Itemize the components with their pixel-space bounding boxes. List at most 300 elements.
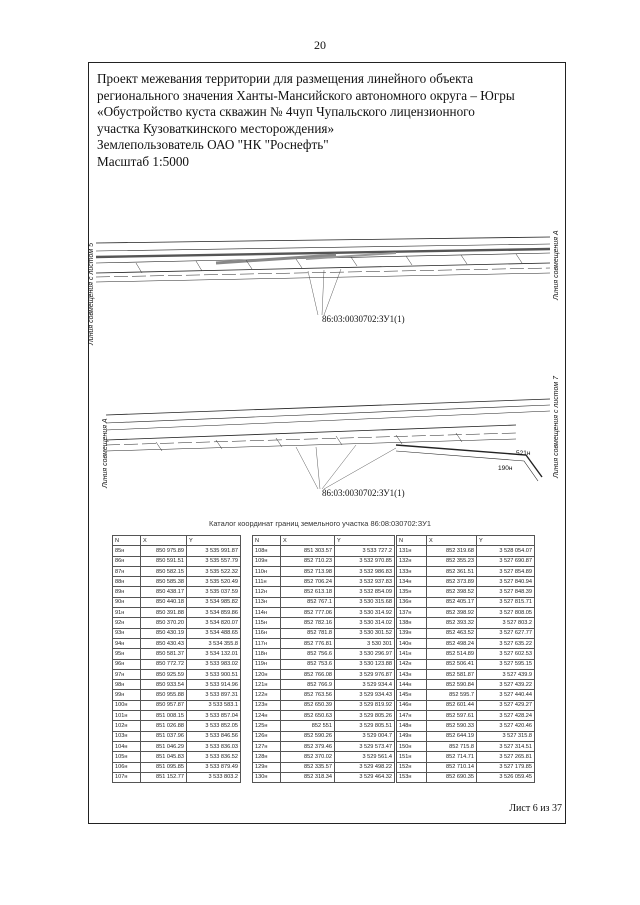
- cell-n: 118н: [253, 649, 281, 659]
- label-bottom-left: Линия совмещения А: [102, 418, 109, 488]
- cell-n: 110н: [253, 566, 281, 576]
- cell-x: 851 046.29: [141, 741, 187, 751]
- cell-n: 132н: [397, 556, 427, 566]
- cell-y: 3 527 429.27: [477, 700, 535, 710]
- table-row: [397, 762, 535, 772]
- table-row: [397, 680, 535, 690]
- cell-n: 143н: [397, 669, 427, 679]
- cell-y: 3 532 854.09: [335, 587, 395, 597]
- cell-x: 852 551: [281, 721, 335, 731]
- cell-x: 851 008.15: [141, 711, 187, 721]
- cell-x: 852 405.17: [427, 597, 477, 607]
- cell-x: 852 398.92: [427, 608, 477, 618]
- cell-x: 851 095.85: [141, 762, 187, 772]
- col-header-x: X: [141, 536, 187, 546]
- header-block: [97, 71, 567, 171]
- header-line-1: Проект межевания территории для размещения линейного объекта: [97, 71, 474, 86]
- cell-n: 152н: [397, 762, 427, 772]
- cell-n: 99н: [113, 690, 141, 700]
- cell-x: 850 430.19: [141, 628, 187, 638]
- cell-x: 850 957.87: [141, 700, 187, 710]
- cell-x: 852 776.81: [281, 638, 335, 648]
- cell-n: 119н: [253, 659, 281, 669]
- table-row: [113, 762, 241, 772]
- cell-y: 3 532 937.83: [335, 577, 395, 587]
- cell-n: 122н: [253, 690, 281, 700]
- cell-y: 3 528 054.07: [477, 546, 535, 556]
- cell-y: 3 530 123.88: [335, 659, 395, 669]
- cell-y: 3 534 820.07: [187, 618, 241, 628]
- cell-n: 93н: [113, 628, 141, 638]
- cell-y: 3 535 037.59: [187, 587, 241, 597]
- cell-y: 3 529 464.32: [335, 772, 395, 782]
- cell-n: 104н: [113, 741, 141, 751]
- cell-n: 101н: [113, 711, 141, 721]
- table-row: [113, 700, 241, 710]
- point-label-521: 521н: [516, 450, 531, 457]
- col-header-n: N: [253, 536, 281, 546]
- table-row: [253, 587, 395, 597]
- cell-x: 852 601.44: [427, 700, 477, 710]
- cell-y: 3 533 836.03: [187, 741, 241, 751]
- cell-n: 138н: [397, 618, 427, 628]
- table-row: [397, 772, 535, 782]
- table-row: [113, 638, 241, 648]
- cell-y: 3 527 439.22: [477, 680, 535, 690]
- cell-x: 850 955.88: [141, 690, 187, 700]
- cell-x: 852 715.8: [427, 741, 477, 751]
- table-row: [113, 597, 241, 607]
- header-line-4: участка Кузоваткинского месторождения»: [97, 120, 335, 136]
- cell-x: 852 706.24: [281, 577, 335, 587]
- cell-n: 121н: [253, 680, 281, 690]
- col-header-y: Y: [477, 536, 535, 546]
- table-row: [397, 577, 535, 587]
- table-row: [253, 711, 395, 721]
- cell-y: 3 527 815.71: [477, 597, 535, 607]
- cell-n: 91н: [113, 608, 141, 618]
- table-row: [253, 721, 395, 731]
- table-row: [113, 752, 241, 762]
- cell-n: 127н: [253, 741, 281, 751]
- cell-x: 852 318.34: [281, 772, 335, 782]
- cell-y: 3 529 498.22: [335, 762, 395, 772]
- cell-x: 852 644.19: [427, 731, 477, 741]
- cell-n: 105н: [113, 752, 141, 762]
- cell-x: 850 925.59: [141, 669, 187, 679]
- cell-x: 851 037.96: [141, 731, 187, 741]
- cell-y: 3 529 934.43: [335, 690, 395, 700]
- map-fragment-upper: [96, 215, 550, 325]
- cell-n: 120н: [253, 669, 281, 679]
- cell-x: 852 766.9: [281, 680, 335, 690]
- corridor-line: [96, 237, 550, 243]
- cell-y: 3 535 520.49: [187, 577, 241, 587]
- table-row: [113, 566, 241, 576]
- cell-y: 3 527 420.46: [477, 721, 535, 731]
- table-row: [253, 669, 395, 679]
- cell-x: 851 026.88: [141, 721, 187, 731]
- cell-x: 852 753.6: [281, 659, 335, 669]
- table-row: [253, 649, 395, 659]
- cell-n: 113н: [253, 597, 281, 607]
- cell-y: 3 527 314.51: [477, 741, 535, 751]
- cell-x: 852 373.89: [427, 577, 477, 587]
- cell-x: 852 613.18: [281, 587, 335, 597]
- col-header-y: Y: [335, 536, 395, 546]
- cell-x: 852 756.6: [281, 649, 335, 659]
- cell-n: 131н: [397, 546, 427, 556]
- table-row: [113, 741, 241, 751]
- cell-n: 151н: [397, 752, 427, 762]
- cell-n: 87н: [113, 566, 141, 576]
- cell-n: 106н: [113, 762, 141, 772]
- cell-x: 852 781.8: [281, 628, 335, 638]
- table-row: [397, 700, 535, 710]
- cell-x: 852 379.46: [281, 741, 335, 751]
- cell-y: 3 535 991.87: [187, 546, 241, 556]
- cell-x: 852 498.24: [427, 638, 477, 648]
- cell-x: 852 714.71: [427, 752, 477, 762]
- table-row: [253, 638, 395, 648]
- table-row: [253, 762, 395, 772]
- cell-x: 852 766.08: [281, 669, 335, 679]
- cell-n: 94н: [113, 638, 141, 648]
- cell-n: 117н: [253, 638, 281, 648]
- cell-x: 852 590.84: [427, 680, 477, 690]
- coordinate-table-1: [112, 535, 241, 783]
- table-row: [113, 659, 241, 669]
- cell-y: 3 535 522.32: [187, 566, 241, 576]
- table-row: [113, 711, 241, 721]
- cell-y: 3 534 488.65: [187, 628, 241, 638]
- cell-y: 3 534 355.8: [187, 638, 241, 648]
- cell-y: 3 527 627.77: [477, 628, 535, 638]
- cell-n: 95н: [113, 649, 141, 659]
- sheet-counter: Лист 6 из 37: [509, 803, 562, 814]
- table-row: [397, 597, 535, 607]
- table-row: [397, 556, 535, 566]
- cell-n: 135н: [397, 587, 427, 597]
- table-row: [397, 752, 535, 762]
- cell-x: 852 710.23: [281, 556, 335, 566]
- cell-x: 850 582.15: [141, 566, 187, 576]
- table-row: [397, 649, 535, 659]
- table-row: [113, 546, 241, 556]
- cell-x: 852 713.98: [281, 566, 335, 576]
- col-header-x: X: [427, 536, 477, 546]
- cell-y: 3 535 557.79: [187, 556, 241, 566]
- cell-y: 3 533 879.49: [187, 762, 241, 772]
- cell-n: 108н: [253, 546, 281, 556]
- cell-y: 3 526 059.45: [477, 772, 535, 782]
- cell-y: 3 527 840.94: [477, 577, 535, 587]
- col-header-n: N: [113, 536, 141, 546]
- cell-x: 850 391.88: [141, 608, 187, 618]
- cell-y: 3 533 583.1: [187, 700, 241, 710]
- table-row: [113, 690, 241, 700]
- header-line-5: Землепользователь ОАО "НК "Роснефть": [97, 137, 329, 153]
- cell-y: 3 534 132.01: [187, 649, 241, 659]
- cell-n: 139н: [397, 628, 427, 638]
- table-row: [253, 566, 395, 576]
- cell-y: 3 533 897.31: [187, 690, 241, 700]
- table-row: [113, 772, 241, 782]
- table-row: [113, 556, 241, 566]
- cell-y: 3 533 983.02: [187, 659, 241, 669]
- page-number: 20: [314, 38, 326, 52]
- cell-x: 852 581.87: [427, 669, 477, 679]
- cell-n: 92н: [113, 618, 141, 628]
- table-row: [113, 577, 241, 587]
- cell-x: 852 335.57: [281, 762, 335, 772]
- cell-n: 115н: [253, 618, 281, 628]
- cell-x: 850 370.20: [141, 618, 187, 628]
- table-row: [113, 608, 241, 618]
- cell-y: 3 527 315.8: [477, 731, 535, 741]
- col-header-x: X: [281, 536, 335, 546]
- cell-y: 3 527 808.05: [477, 608, 535, 618]
- cell-n: 114н: [253, 608, 281, 618]
- cell-n: 88н: [113, 577, 141, 587]
- table-row: [397, 659, 535, 669]
- cell-y: 3 529 934.4: [335, 680, 395, 690]
- table-row: [253, 618, 395, 628]
- table-row: [397, 638, 535, 648]
- table-row: [113, 680, 241, 690]
- table-row: [253, 772, 395, 782]
- cell-y: 3 529 573.47: [335, 741, 395, 751]
- header-line-3: «Обустройство куста скважин № 4чуп Чупальского лицензионного: [97, 104, 475, 120]
- cell-y: 3 527 595.15: [477, 659, 535, 669]
- map-fragment-lower: [96, 385, 550, 500]
- table-row: [397, 628, 535, 638]
- cell-x: 852 777.06: [281, 608, 335, 618]
- cell-n: 133н: [397, 566, 427, 576]
- table-row: [253, 608, 395, 618]
- table-row: [397, 711, 535, 721]
- table-row: [397, 731, 535, 741]
- cell-y: 3 527 803.2: [477, 618, 535, 628]
- cell-x: 850 772.72: [141, 659, 187, 669]
- cell-n: 102н: [113, 721, 141, 731]
- cell-n: 145н: [397, 690, 427, 700]
- cell-x: 852 650.63: [281, 711, 335, 721]
- cell-y: 3 532 986.83: [335, 566, 395, 576]
- cell-x: 852 463.52: [427, 628, 477, 638]
- cell-n: 112н: [253, 587, 281, 597]
- table-row: [253, 546, 395, 556]
- cell-x: 852 690.35: [427, 772, 477, 782]
- cell-y: 3 529 561.4: [335, 752, 395, 762]
- cell-n: 153н: [397, 772, 427, 782]
- table-row: [253, 700, 395, 710]
- cell-n: 111н: [253, 577, 281, 587]
- coordinate-table-2: [252, 535, 395, 783]
- parcel-label-upper: 86:03:0030702:ЗУ1(1): [322, 314, 405, 324]
- cell-y: 3 532 970.85: [335, 556, 395, 566]
- table-row: [253, 577, 395, 587]
- cell-n: 100н: [113, 700, 141, 710]
- cell-n: 86н: [113, 556, 141, 566]
- table-row: [253, 680, 395, 690]
- table-row: [253, 731, 395, 741]
- cell-y: 3 533 914.96: [187, 680, 241, 690]
- cell-n: 85н: [113, 546, 141, 556]
- cell-y: 3 527 854.89: [477, 566, 535, 576]
- cell-y: 3 529 004.7: [335, 731, 395, 741]
- cell-x: 852 514.89: [427, 649, 477, 659]
- cell-x: 852 319.68: [427, 546, 477, 556]
- cell-y: 3 533 727.2: [335, 546, 395, 556]
- table-row: [253, 659, 395, 669]
- cell-n: 124н: [253, 711, 281, 721]
- cell-x: 852 361.51: [427, 566, 477, 576]
- cell-n: 96н: [113, 659, 141, 669]
- catalog-title: Каталог координат границ земельного участка 86:08:030702:ЗУ1: [209, 519, 431, 528]
- cell-n: 116н: [253, 628, 281, 638]
- cell-n: 109н: [253, 556, 281, 566]
- cell-n: 142н: [397, 659, 427, 669]
- label-bottom-right: Линия совмещения с листом 7: [553, 375, 560, 478]
- cell-y: 3 530 301: [335, 638, 395, 648]
- cell-x: 852 597.61: [427, 711, 477, 721]
- cell-n: 107н: [113, 772, 141, 782]
- table-row: [397, 690, 535, 700]
- cell-n: 123н: [253, 700, 281, 710]
- cell-x: 852 782.16: [281, 618, 335, 628]
- table-row: [397, 608, 535, 618]
- cell-y: 3 527 848.39: [477, 587, 535, 597]
- cell-n: 130н: [253, 772, 281, 782]
- cell-y: 3 534 859.86: [187, 608, 241, 618]
- cell-n: 140н: [397, 638, 427, 648]
- table-row: [113, 721, 241, 731]
- col-header-n: N: [397, 536, 427, 546]
- table-row: [113, 649, 241, 659]
- cell-y: 3 527 428.24: [477, 711, 535, 721]
- cell-n: 147н: [397, 711, 427, 721]
- cell-x: 850 933.54: [141, 680, 187, 690]
- cell-n: 128н: [253, 752, 281, 762]
- cell-x: 852 763.56: [281, 690, 335, 700]
- cell-x: 852 370.02: [281, 752, 335, 762]
- cell-x: 852 595.7: [427, 690, 477, 700]
- point-label-190: 190н: [498, 465, 513, 472]
- cell-y: 3 529 976.87: [335, 669, 395, 679]
- header-line-2: регионального значения Ханты-Мансийского автономного округа – Югры: [97, 87, 515, 103]
- col-header-y: Y: [187, 536, 241, 546]
- cell-y: 3 527 635.22: [477, 638, 535, 648]
- cell-n: 144н: [397, 680, 427, 690]
- cell-x: 852 393.32: [427, 618, 477, 628]
- cell-x: 850 430.43: [141, 638, 187, 648]
- cell-y: 3 529 819.92: [335, 700, 395, 710]
- cell-x: 852 506.41: [427, 659, 477, 669]
- cell-y: 3 534 985.82: [187, 597, 241, 607]
- cell-y: 3 529 805.51: [335, 721, 395, 731]
- cell-x: 851 045.83: [141, 752, 187, 762]
- cell-x: 852 355.23: [427, 556, 477, 566]
- cell-x: 850 440.18: [141, 597, 187, 607]
- cell-y: 3 533 852.05: [187, 721, 241, 731]
- table-row: [253, 741, 395, 751]
- cell-n: 125н: [253, 721, 281, 731]
- table-row: [113, 669, 241, 679]
- cell-y: 3 527 179.85: [477, 762, 535, 772]
- table-row: [113, 731, 241, 741]
- cell-y: 3 527 440.44: [477, 690, 535, 700]
- table-row: [253, 690, 395, 700]
- header-line-6: Масштаб 1:5000: [97, 153, 190, 169]
- cell-n: 149н: [397, 731, 427, 741]
- cell-y: 3 533 857.04: [187, 711, 241, 721]
- table-row: [253, 752, 395, 762]
- table-row: [253, 556, 395, 566]
- cell-y: 3 527 690.87: [477, 556, 535, 566]
- cell-x: 852 590.26: [281, 731, 335, 741]
- table-row: [113, 618, 241, 628]
- table-row: [397, 669, 535, 679]
- cell-y: 3 530 315.68: [335, 597, 395, 607]
- cell-x: 852 767.1: [281, 597, 335, 607]
- table-row: [253, 597, 395, 607]
- cell-n: 97н: [113, 669, 141, 679]
- label-top-right: Линия совмещения А: [553, 230, 560, 300]
- coordinate-table-3: [396, 535, 535, 783]
- cell-x: 850 975.89: [141, 546, 187, 556]
- cell-n: 150н: [397, 741, 427, 751]
- label-top-left: Линия совмещения с листом 5: [88, 242, 95, 345]
- cell-x: 851 152.77: [141, 772, 187, 782]
- cell-x: 851 303.57: [281, 546, 335, 556]
- cell-n: 126н: [253, 731, 281, 741]
- cell-x: 850 581.37: [141, 649, 187, 659]
- cell-n: 136н: [397, 597, 427, 607]
- cell-x: 852 650.39: [281, 700, 335, 710]
- cell-y: 3 530 314.92: [335, 608, 395, 618]
- cell-n: 129н: [253, 762, 281, 772]
- cell-y: 3 529 805.26: [335, 711, 395, 721]
- cell-x: 850 591.51: [141, 556, 187, 566]
- cell-y: 3 527 602.53: [477, 649, 535, 659]
- table-row: [397, 618, 535, 628]
- cell-x: 850 438.17: [141, 587, 187, 597]
- cell-y: 3 527 265.81: [477, 752, 535, 762]
- cell-n: 90н: [113, 597, 141, 607]
- table-row: [397, 566, 535, 576]
- cell-n: 148н: [397, 721, 427, 731]
- cell-x: 852 710.14: [427, 762, 477, 772]
- cell-y: 3 530 301.52: [335, 628, 395, 638]
- table-row: [397, 721, 535, 731]
- cell-y: 3 527 439.9: [477, 669, 535, 679]
- cell-n: 98н: [113, 680, 141, 690]
- cell-y: 3 533 803.2: [187, 772, 241, 782]
- table-row: [397, 741, 535, 751]
- cell-y: 3 530 314.02: [335, 618, 395, 628]
- table-row: [113, 628, 241, 638]
- cell-y: 3 533 900.51: [187, 669, 241, 679]
- cell-y: 3 530 296.97: [335, 649, 395, 659]
- table-row: [397, 546, 535, 556]
- table-row: [397, 587, 535, 597]
- cell-x: 850 585.38: [141, 577, 187, 587]
- parcel-label-lower: 86:03:0030702:ЗУ1(1): [322, 488, 405, 498]
- cell-n: 137н: [397, 608, 427, 618]
- cell-n: 146н: [397, 700, 427, 710]
- cell-y: 3 533 836.52: [187, 752, 241, 762]
